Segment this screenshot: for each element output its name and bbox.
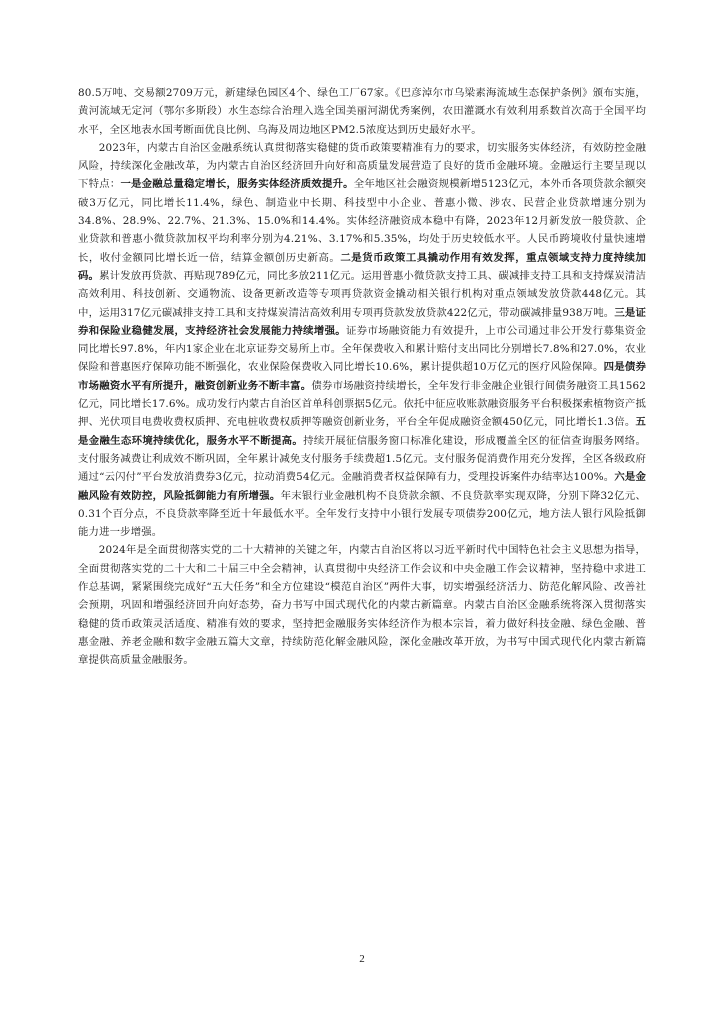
highlight-point-5: 五是金融生态环境持续优化，服务水平不断提高。: [78, 416, 646, 447]
highlight-point-2: 二是货币政策工具撬动作用有效发挥，重点领域支持力度持续加码。: [78, 251, 646, 282]
sentence-detail-3: 证券市场融资能力有效提升，上市公司通过非公开发行募集资金同比增长97.8%，年内1家企业在北京证券交易所上市。全年保费收入和累计赔付支出同比分别增长7.8%和27.0%，农业保险和普惠医疗保障功能不断强化，农业保险保费收入同比增长10.6%，累计提供超10万亿元的医疗风险保障。: [78, 324, 647, 374]
highlight-point-1: 一是金融总量稳定增长，服务实体经济质效提升。: [120, 178, 354, 191]
sentence-intro: 2023年，内蒙古自治区金融系统认真贯彻落实稳健的货币政策要精准有力的要求，切实服务实体经济，有效防控金融风险，持续深化金融改革，为内蒙古自治区经济回升向好和高质量发展营造了良好的货币金融环境。金融运行主要呈现以下特点：: [78, 141, 646, 191]
document-body: [78, 84, 646, 670]
sentence-detail-1: 全年地区社会融资规模新增5123亿元，本外币各项贷款余额突破3万亿元，同比增长11.4%，绿色、制造业中长期、科技型中小企业、普惠小微、涉农、民营企业贷款增速分别为34.8%、28.9%、22.7%、21.3%、15.0%和14.4%。实体经济融资成本稳中有降，2023年12月新发放一般贷款、企业贷款和普惠小微贷款加权平均利率分别为4.21%、3.17%和5.35%，均处于历史较低水平。人民币跨境收付量快速增长，收付金额同比增长近一倍，结算金额创历史新高。: [78, 178, 646, 264]
highlight-point-4: 四是债券市场融资水平有所提升，融资创新业务不断丰富。: [78, 361, 646, 392]
page-number: 2: [359, 953, 365, 965]
sentence-detail-6: 年末银行业金融机构不良贷款余额、不良贷款率实现双降，分别下降32亿元、0.31个百分点，不良贷款率降至近十年最低水平。全年发行支持中小银行发展专项债券200亿元，地方法人银行风险抵御能力进一步增强。: [78, 489, 646, 539]
paragraph-text: 80.5万吨、交易额2709万元，新建绿色园区4个、绿色工厂67家。《巴彦淖尔市乌梁素海流域生态保护条例》颁布实施，黄河流域无定河（鄂尔多斯段）水生态综合治理入选全国美丽河湖优秀案例，农田灌溉水有效利用系数首次高于全国平均水平，全区地表水国考断面优良比例、乌海及周边地区PM2.5浓度达到历史最好水平。: [78, 87, 646, 136]
highlight-point-6: 六是金融风险有效防控，风险抵御能力有所增强。: [78, 471, 647, 502]
highlight-point-3: 三是证券和保险业稳健发展，支持经济社会发展能力持续增强。: [78, 306, 646, 337]
paragraph-environment-results: [78, 84, 646, 139]
paragraph-text: 2024年是全面贯彻落实党的二十大精神的关键之年，内蒙古自治区将以习近平新时代中国特色社会主义思想为指导，全面贯彻落实党的二十大和二十届三中全会精神，认真贯彻中央经济工作会议和中央金融工作会议精神，坚持稳中求进工作总基调，紧紧围绕完成好“五大任务”和全方位建设“模范自治区”两件大事，切实增强经济活力、防范化解风险、改善社会预期，巩固和增强经济回升向好态势，奋力书写中国式现代化的内蒙古新篇章。内蒙古自治区金融系统将深入贯彻落实稳健的货币政策灵活适度、精准有效的要求，坚持把金融服务实体经济作为根本宗旨，着力做好科技金融、绿色金融、普惠金融、养老金融和数字金融五篇大文章，持续防范化解金融风险，深化金融改革开放，为书写中国式现代化内蒙古新篇章提供高质量金融服务。: [78, 544, 646, 667]
sentence-detail-5: 持续开展征信服务窗口标准化建设，形成覆盖全区的征信查询服务网络。支付服务减费让利成效不断巩固，全年累计减免支付服务手续费超1.5亿元。支付服务促消费作用充分发挥，全区各级政府通过“云闪付”平台发放消费券3亿元，拉动消费54亿元。金融消费者权益保障有力，受理投诉案件办结率达100%。: [78, 434, 646, 484]
paragraph-2024-outlook: [78, 541, 646, 669]
sentence-detail-4: 债券市场融资持续增长，全年发行非金融企业银行间债务融资工具1562亿元，同比增长17.6%。成功发行内蒙古自治区首单科创票据5亿元。依托中征应收账款融资服务平台积极探索植物资产抵押、光伏项目电费收费权质押、充电桩收费权质押等融资创新业务，平台全年促成融资金额450亿元，同比增长1.3倍。: [78, 379, 646, 429]
sentence-detail-2: 累计发放再贷款、再贴现789亿元，同比多放211亿元。运用普惠小微贷款支持工具、碳减排支持工具和支持煤炭清洁高效利用、科技创新、交通物流、设备更新改造等专项再贷款资金撬动相关银行机构对重点领域发放贷款448亿元。其中，运用317亿元碳减排支持工具和支持煤炭清洁高效利用专项再贷款发放贷款422亿元，带动碳减排量938万吨。: [78, 269, 646, 319]
paragraph-financial-operation: [78, 139, 646, 542]
